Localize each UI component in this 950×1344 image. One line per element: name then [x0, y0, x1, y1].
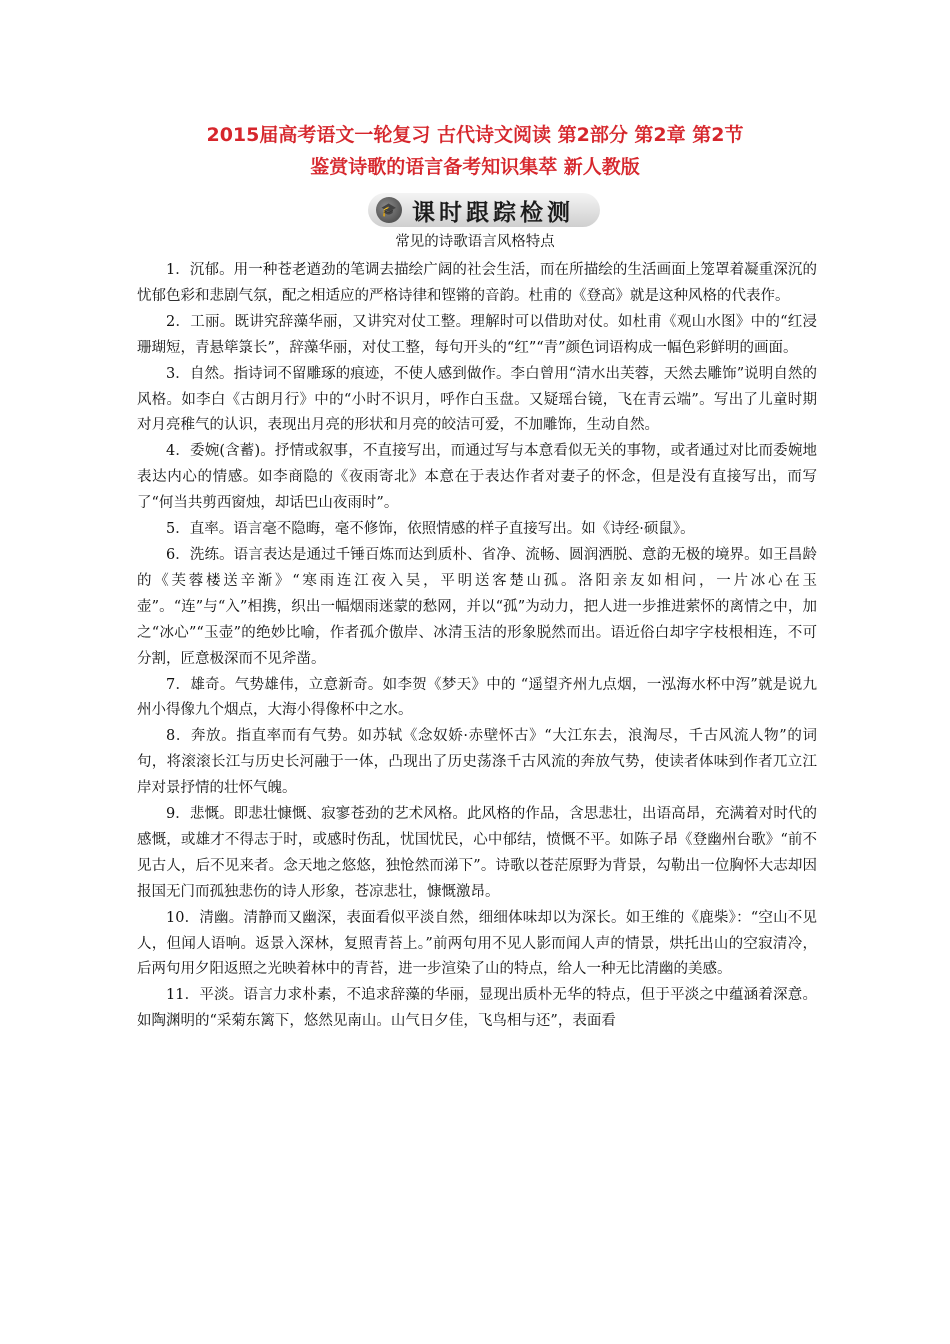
paragraph-4: 4．委婉(含蓄)。抒情或叙事，不直接写出，而通过写与本意看似无关的事物，或者通过对比而委婉地表达内心的情感。如李商隐的《夜雨寄北》本意在于表达作者对妻子的怀念，但是没有直接写出，而写了“何当共剪西窗烛，却话巴山夜雨时”。: [137, 443, 817, 512]
paragraph-8: 8．奔放。指直率而有气势。如苏轼《念奴娇·赤壁怀古》“大江东去，浪淘尽，千古风流人物”的词句，将滚滚长江与历史长河融于一体，凸现出了历史荡涤千古风流的奔放气势，使读者体味到作者兀立江岸对景抒情的壮怀气魄。: [137, 728, 817, 797]
paragraph-6: 6．洗练。语言表达是通过千锤百炼而达到质朴、省净、流畅、圆润洒脱、意韵无极的境界。如王昌龄的《芙蓉楼送辛渐》“寒雨连江夜入吴，平明送客楚山孤。洛阳亲友如相问，一片冰心在玉壶”。“连”与“入”相携，织出一幅烟雨迷蒙的愁网，并以“孤”为动力，把人进一步推进萦怀的离情之中，加之“冰心”“玉壶”的绝妙比喻，作者孤介傲岸、冰清玉洁的形象脱然而出。语近俗白却字字枝根相连，不可分割，匠意极深而不见斧凿。: [137, 546, 817, 667]
document-body: [137, 258, 817, 1035]
section-banner: [368, 193, 600, 227]
paragraph-5: 5．直率。语言毫不隐晦，毫不修饰，依照情感的样子直接写出。如《诗经·硕鼠》。: [166, 521, 695, 538]
section-subheading: 常见的诗歌语言风格特点: [395, 234, 555, 250]
paragraph-2: 2．工丽。既讲究辞藻华丽，又讲究对仗工整。理解时可以借助对仗。如杜甫《观山水图》中的“红浸珊瑚短，青悬筚箓长”，辞藻华丽，对仗工整，每句开头的“红”“青”颜色词语构成一幅色彩鲜明的画面。: [137, 313, 817, 356]
paragraph-11: 11．平淡。语言力求朴素，不追求辞藻的华丽，显现出质朴无华的特点，但于平淡之中蕴涵着深意。如陶渊明的“采菊东篱下，悠然见南山。山气日夕佳，飞鸟相与还”，表面看: [137, 987, 817, 1030]
document-title-line-2: 鉴赏诗歌的语言备考知识集萃 新人教版: [310, 156, 640, 178]
document-title-line-1: 2015届高考语文一轮复习 古代诗文阅读 第2部分 第2章 第2节: [206, 124, 744, 146]
paragraph-3: 3．自然。指诗词不留雕琢的痕迹，不使人感到做作。李白曾用“清水出芙蓉，天然去雕饰”说明自然的风格。如李白《古朗月行》中的“小时不识月，呼作白玉盘。又疑瑶台镜，飞在青云端”。写出了儿童时期对月亮稚气的认识，表现出月亮的形状和月亮的皎洁可爱，不加雕饰，生动自然。: [137, 365, 817, 434]
banner-label: 课时跟踪检测: [412, 199, 574, 226]
paragraph-10: 10．清幽。清静而又幽深，表面看似平淡自然，细细体味却以为深长。如王维的《鹿柴》：“空山不见人，但闻人语响。返景入深林，复照青苔上。”前两句用不见人影而闻人声的情景，烘托出山的空寂清冷，后两句用夕阳返照之光映着林中的青苔，进一步渲染了山的特点，给人一种无比清幽的美感。: [137, 909, 817, 978]
graduation-cap-icon: 🎓: [376, 197, 402, 223]
paragraph-1: 1．沉郁。用一种苍老遒劲的笔调去描绘广阔的社会生活，而在所描绘的生活画面上笼罩着凝重深沉的忧郁色彩和悲剧气氛，配之相适应的严格诗律和铿锵的音韵。杜甫的《登高》就是这种风格的代表作。: [137, 262, 817, 304]
paragraph-7: 7．雄奇。气势雄伟，立意新奇。如李贺《梦天》中的 “遥望齐州九点烟，一泓海水杯中泻”就是说九州小得像九个烟点，大海小得像杯中之水。: [137, 676, 817, 719]
paragraph-9: 9．悲慨。即悲壮慷慨、寂寥苍劲的艺术风格。此风格的作品，含思悲壮，出语高昂，充满着对时代的感慨，或雄才不得志于时，或感时伤乱，忧国忧民，心中郁结，愤慨不平。如陈子昂《登幽州台歌》“前不见古人，后不见来者。念天地之悠悠，独怆然而涕下”。诗歌以苍茫原野为背景，勾勒出一位胸怀大志却因报国无门而孤独悲伤的诗人形象，苍凉悲壮，慷慨激昂。: [137, 806, 817, 900]
